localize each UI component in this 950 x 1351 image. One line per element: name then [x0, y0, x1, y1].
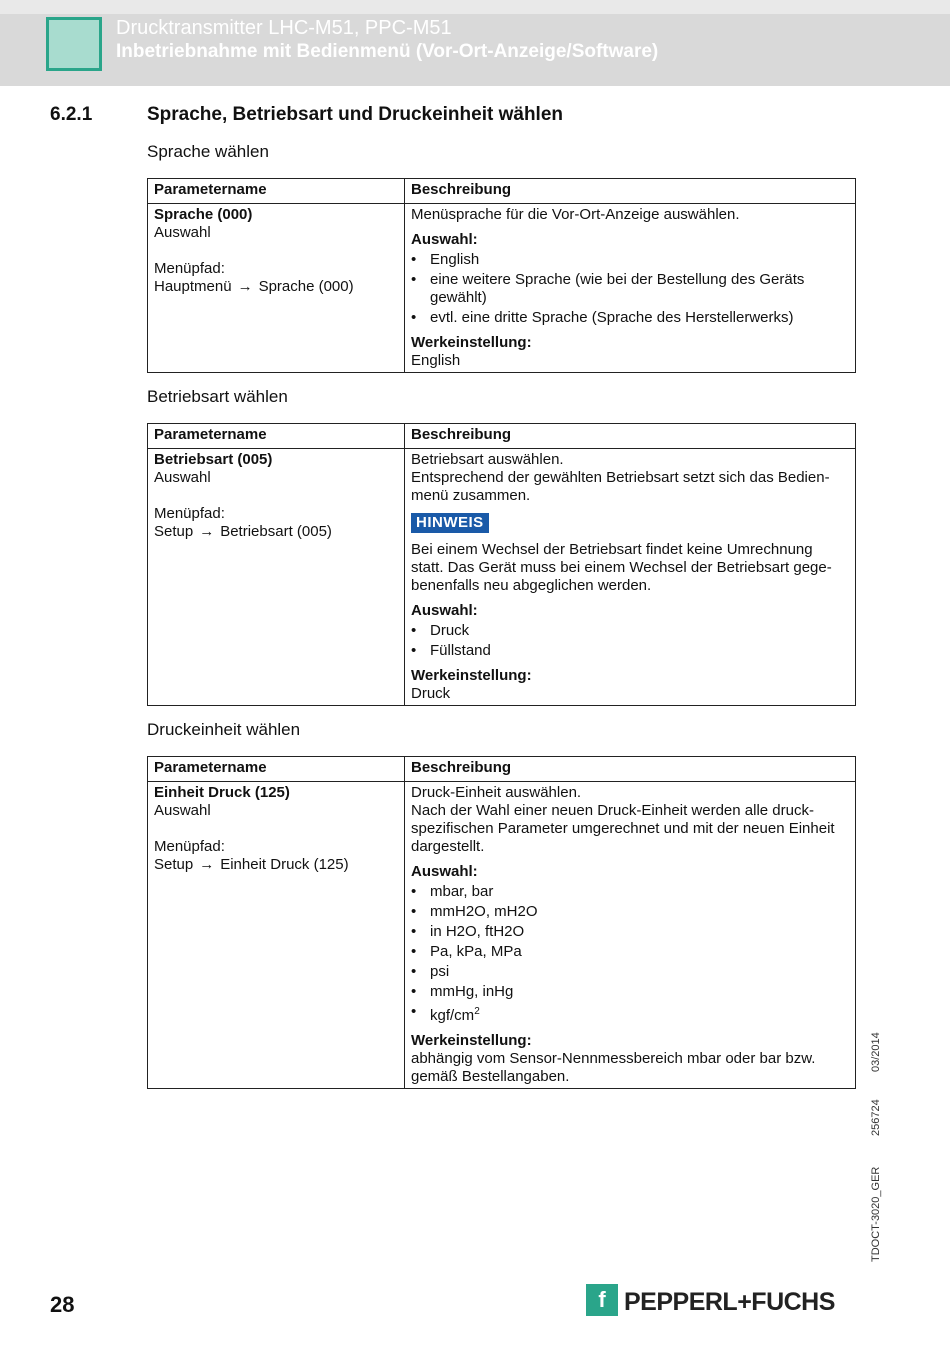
column-header-parametername: Parametername	[148, 179, 405, 204]
doc-code: TDOCT-3020_GER	[870, 1166, 882, 1262]
description-text: Entsprechend der gewählten Betriebsart setzt sich das Bedien-menü zusammen.	[411, 469, 830, 504]
description-text: Menüsprache für die Vor-Ort-Anzeige auswählen.	[411, 206, 740, 223]
list-item: • mmHg, inHg	[411, 983, 849, 1001]
header-top-band	[0, 0, 950, 14]
description-text: Nach der Wahl einer neuen Druck-Einheit werden alle druck-spezifischen Parameter umgerechnet und mit der neuen Einheit dargestellt.	[411, 802, 835, 855]
menu-path-label: Menüpfad:	[154, 838, 225, 855]
header-subtitle: Inbetriebnahme mit Bedienmenü (Vor-Ort-Anzeige/Software)	[116, 41, 659, 62]
page-header	[0, 0, 950, 86]
default-value: Druck	[411, 685, 451, 702]
menu-path-label: Menüpfad:	[154, 260, 225, 277]
list-item: • Druck	[411, 622, 849, 640]
header-title: Drucktransmitter LHC-M51, PPC-M51	[116, 17, 452, 39]
subheading-druckeinheit: Druckeinheit wählen	[147, 720, 301, 739]
table-druckeinheit	[147, 756, 856, 1089]
table-betriebsart	[147, 423, 856, 706]
parameter-cell	[148, 449, 405, 706]
default-label: Werkeinstellung:	[411, 667, 532, 684]
menu-path: Setup → Betriebsart (005)	[154, 523, 332, 540]
options-label: Auswahl:	[411, 863, 478, 880]
section-title: Sprache, Betriebsart und Druckeinheit wählen	[147, 104, 563, 125]
options-list	[411, 622, 849, 660]
parameter-name: Betriebsart (005)	[154, 451, 273, 468]
subheading-betriebsart: Betriebsart wählen	[147, 387, 288, 406]
default-value: English	[411, 352, 461, 369]
arrow-icon: →	[199, 523, 215, 540]
list-item: • evtl. eine dritte Sprache (Sprache des Herstellerwerks)	[411, 309, 849, 327]
list-item: • Füllstand	[411, 642, 849, 660]
menu-path: Setup → Einheit Druck (125)	[154, 856, 349, 873]
list-item: • English	[411, 251, 849, 269]
parameter-type: Auswahl	[154, 469, 211, 486]
subheading-sprache: Sprache wählen	[147, 142, 269, 161]
menu-path-label: Menüpfad:	[154, 505, 225, 522]
description-text: Betriebsart auswählen.	[411, 451, 564, 468]
notice-badge: HINWEIS	[411, 513, 489, 533]
parameter-type: Auswahl	[154, 802, 211, 819]
options-list	[411, 251, 849, 327]
parameter-name: Einheit Druck (125)	[154, 784, 290, 801]
header-color-square	[46, 17, 102, 71]
default-label: Werkeinstellung:	[411, 334, 532, 351]
parameter-name: Sprache (000)	[154, 206, 253, 223]
column-header-parametername: Parametername	[148, 757, 405, 782]
list-item: • mbar, bar	[411, 883, 849, 901]
list-item: • psi	[411, 963, 849, 981]
description-cell	[405, 449, 856, 706]
parameter-cell	[148, 782, 405, 1089]
arrow-icon: →	[237, 278, 253, 295]
menu-path: Hauptmenü → Sprache (000)	[154, 278, 354, 295]
arrow-icon: →	[199, 856, 215, 873]
description-cell	[405, 782, 856, 1089]
logo-text: PEPPERL+FUCHS	[624, 1288, 835, 1316]
list-item: • Pa, kPa, MPa	[411, 943, 849, 961]
parameter-cell	[148, 204, 405, 373]
options-list	[411, 883, 849, 1025]
default-label: Werkeinstellung:	[411, 1032, 532, 1049]
logo-mark-icon: f	[586, 1284, 618, 1316]
column-header-beschreibung: Beschreibung	[405, 179, 856, 204]
column-header-beschreibung: Beschreibung	[405, 424, 856, 449]
column-header-beschreibung: Beschreibung	[405, 757, 856, 782]
doc-date: 03/2014	[870, 1032, 882, 1072]
default-value: abhängig vom Sensor-Nennmessbereich mbar oder bar bzw. gemäß Bestellangaben.	[411, 1050, 816, 1085]
description-text: Druck-Einheit auswählen.	[411, 784, 582, 801]
list-item: • mmH2O, mH2O	[411, 903, 849, 921]
list-item: • kgf/$cm^2$	[411, 1003, 849, 1025]
list-item: • in H2O, ftH2O	[411, 923, 849, 941]
options-label: Auswahl:	[411, 231, 478, 248]
list-item: • eine weitere Sprache (wie bei der Bestellung des Geräts gewählt)	[411, 271, 849, 307]
table-sprache	[147, 178, 856, 373]
column-header-parametername: Parametername	[148, 424, 405, 449]
doc-number: 256724	[870, 1099, 882, 1136]
page-number: 28	[50, 1292, 75, 1317]
options-label: Auswahl:	[411, 602, 478, 619]
description-cell	[405, 204, 856, 373]
notice-text: Bei einem Wechsel der Betriebsart findet keine Umrechnung statt. Das Gerät muss bei einem Wechsel der Betriebsart gege-benenfalls neu abgeglichen werden.	[411, 541, 832, 594]
section-number: 6.2.1	[50, 104, 93, 125]
parameter-type: Auswahl	[154, 224, 211, 241]
